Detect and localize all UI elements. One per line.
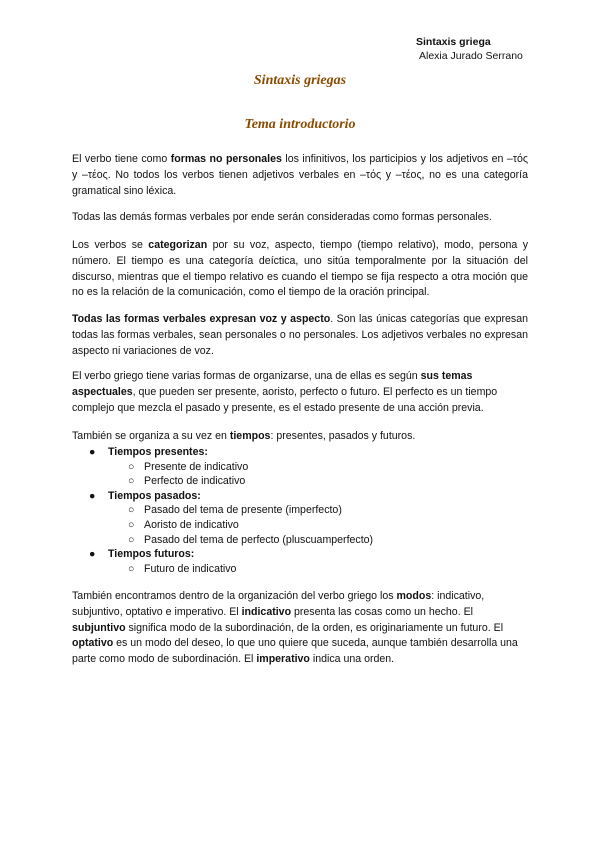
text: . Son las únicas categorías que expresan todas las formas verbales, sean personales o no personales. Los adjetivos verbales no expresan aspecto ni variaciones de voz. <box>72 313 528 357</box>
text: El verbo griego tiene varias formas de organizarse, una de ellas es según <box>72 370 421 382</box>
bold-text: tiempos <box>229 430 271 442</box>
text: : indicativo, subjuntivo, optativo e imperativo. El <box>72 590 485 618</box>
bold-text: categorizan <box>148 239 208 251</box>
list-subitem-label: Futuro de indicativo <box>144 562 237 575</box>
bullet-icon: ● <box>89 446 96 458</box>
header-doc-title: Sintaxis griega <box>416 36 491 48</box>
text: Los verbos se <box>72 239 149 251</box>
list-subitem-label: Presente de indicativo <box>144 460 249 473</box>
paragraph-formas-personales: Todas las demás formas verbales por ende serán consideradas como formas personales. <box>72 211 492 223</box>
list-item <box>72 547 528 562</box>
list-subitem-label: Pasado del tema de presente (imperfecto) <box>144 504 342 517</box>
text: También se organiza a su vez en <box>72 430 230 442</box>
list-subitem-label: Pasado del tema de perfecto (pluscuamperfecto) <box>144 533 374 546</box>
text: presenta las cosas como un hecho. El <box>291 605 474 618</box>
bullet-icon: ● <box>89 548 96 561</box>
list-item <box>72 489 528 504</box>
paragraph-modos <box>72 589 528 668</box>
paragraph-voz-aspecto <box>72 312 528 359</box>
list-subitem <box>72 533 528 548</box>
list-subitem-label: Aoristo de indicativo <box>144 518 239 531</box>
text: por su voz, aspecto, tiempo (tiempo relativo), modo, persona y número. El tiempo es una categoría deíctica, uno sitúa temporalmente por la situación del discurso, mientras que el tiempo relativo es cuando el tiempo se fija respecto a otra moción que no es la relación de la comunicación, como el tiempo de la oración principal. <box>72 239 528 299</box>
text: es un modo del deseo, lo que uno quiere que suceda, aunque también desarrolla una parte como modo de subordinación. El <box>72 637 518 666</box>
list-subitem <box>72 460 528 475</box>
list-item <box>72 445 528 460</box>
circle-bullet-icon: ○ <box>128 475 135 488</box>
document-title: Sintaxis griegas <box>253 73 347 88</box>
bold-text: formas no personales <box>170 153 282 165</box>
circle-bullet-icon: ○ <box>128 504 135 517</box>
bold-text: optativo <box>72 637 114 650</box>
text: El verbo tiene como <box>72 153 171 165</box>
bold-text: subjuntivo <box>72 621 126 634</box>
text: : presentes, pasados y futuros. <box>270 430 416 442</box>
list-item-label: Tiempos pasados: <box>108 489 201 502</box>
text: los infinitivos, los participios y los adjetivos en –τός y –τέος. No todos los verbos tienen adjetivos verbales en –τός y –τέος, no es una categoría gramatical sino léxica. <box>72 153 528 197</box>
list-subitem <box>72 503 528 518</box>
bullet-icon: ● <box>89 489 96 502</box>
circle-bullet-icon: ○ <box>128 562 135 575</box>
text: , que pueden ser presente, aoristo, perfecto o futuro. El perfecto es un tiempo complejo que mezcla el pasado y presente, es el estado presente de una acción previa. <box>72 385 498 414</box>
bold-text: Todas las formas verbales expresan voz y aspecto <box>72 313 331 325</box>
document-subtitle: Tema introductorio <box>244 117 356 132</box>
paragraph-tiempos <box>72 429 528 445</box>
text: significa modo de la subordinación, de la orden, es originariamente un futuro. El <box>125 621 504 634</box>
tiempos-list <box>72 445 528 576</box>
circle-bullet-icon: ○ <box>128 518 135 531</box>
list-subitem <box>72 518 528 533</box>
bold-text: sus temas aspectuales <box>72 370 473 398</box>
paragraph-categorias <box>72 238 528 301</box>
list-item-label: Tiempos presentes: <box>108 446 208 458</box>
circle-bullet-icon: ○ <box>128 460 135 473</box>
text: También encontramos dentro de la organización del verbo griego los <box>72 590 397 602</box>
bold-text: imperativo <box>256 653 310 666</box>
bold-text: modos <box>396 590 432 602</box>
paragraph-formas-no-personales <box>72 152 528 199</box>
circle-bullet-icon: ○ <box>128 533 135 546</box>
list-subitem <box>72 562 528 577</box>
bold-text: indicativo <box>241 605 292 618</box>
paragraph-temas-aspectuales <box>72 369 528 416</box>
list-item-label: Tiempos futuros: <box>108 548 195 561</box>
list-subitem-label: Perfecto de indicativo <box>144 475 246 488</box>
list-subitem <box>72 474 528 489</box>
text: indica una orden. <box>309 653 395 666</box>
header-author: Alexia Jurado Serrano <box>419 50 523 62</box>
